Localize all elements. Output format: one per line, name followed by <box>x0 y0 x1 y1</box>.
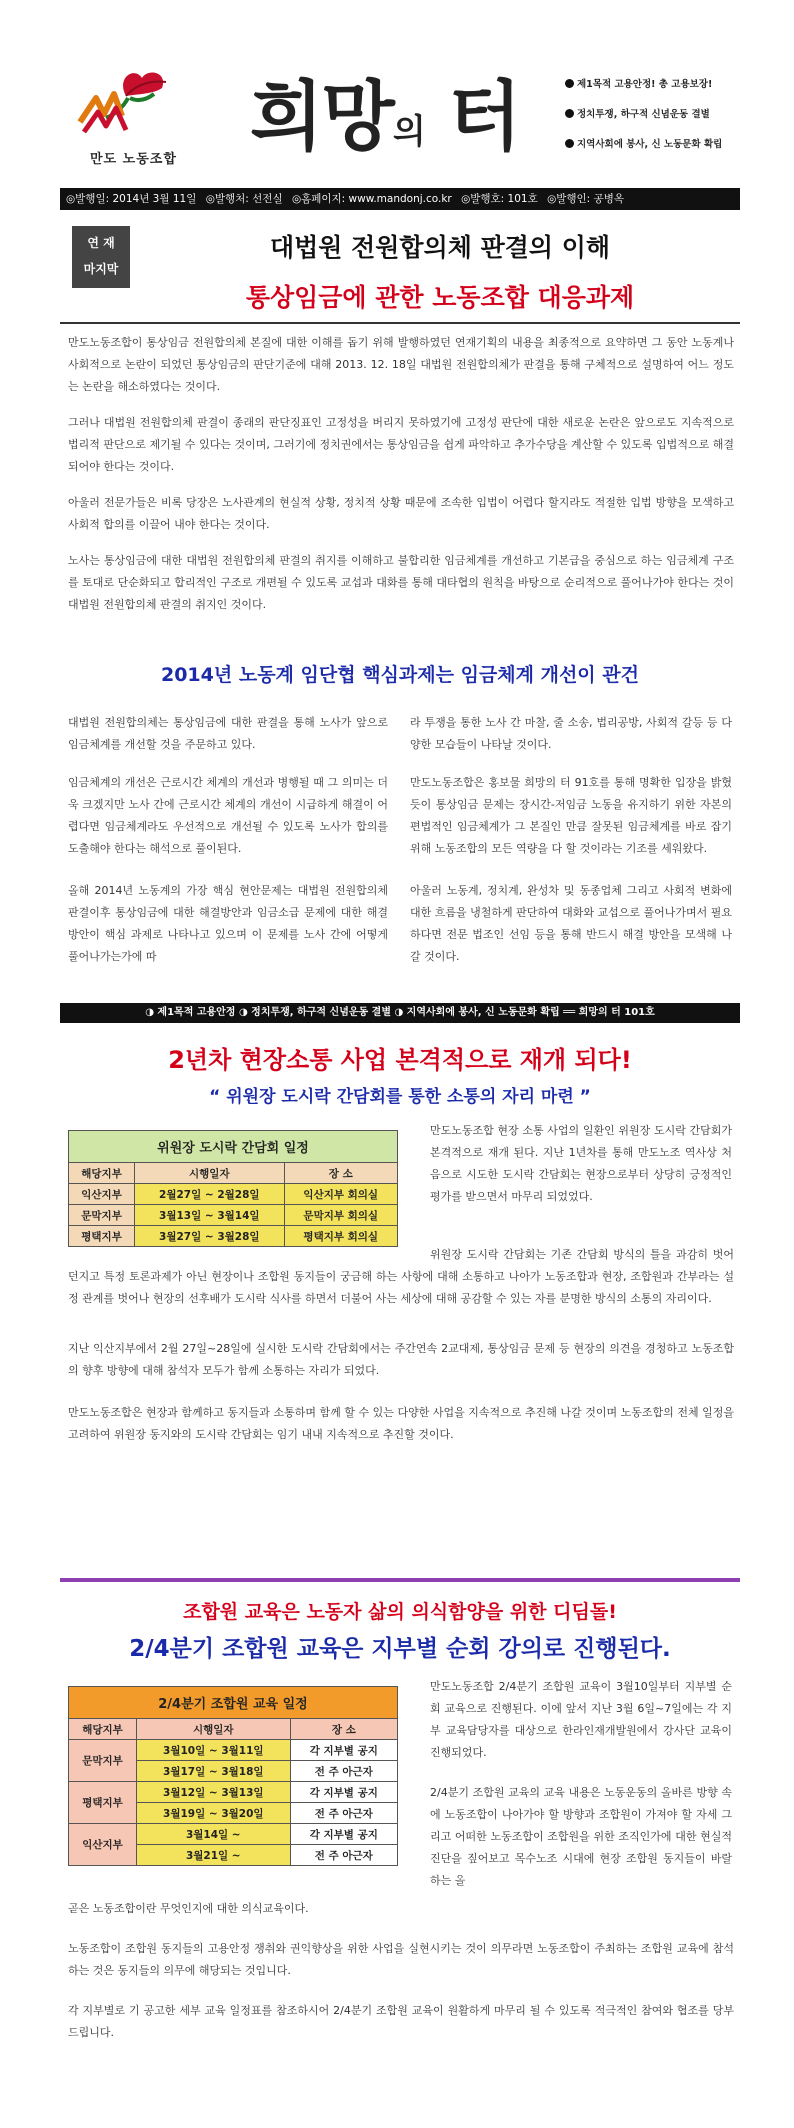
article-paragraph: 지난 익산지부에서 2월 27일~28일에 실시한 도시락 간담회에서는 주간연속 2교대제, 통상임금 문제 등 현장의 의견을 경청하고 노동조합의 향후 방향에 대해 참석자 모두가 함께 소통하는 자리가 되었다. <box>68 1342 734 1377</box>
column-paragraph: 임금체계의 개선은 근로시간 체계의 개선과 병행될 때 그 의미는 더욱 크겠지만 노사 간에 근로시간 체계의 개선이 시급하게 해결이 어렵다면 임금체계라도 우선적으로 개선될 수 있도록 노사가 합의를 도출해야 한다는 해석으로 풀이된다. <box>68 776 388 855</box>
column-paragraph: 만도노동조합은 홍보물 희망의 터 91호를 통해 명확한 입장을 밝혔듯이 통상임금 문제는 장시간-저임금 노동을 유지하기 위한 자본의 편법적인 임금체계가 그 본질인 만큼 잘못된 임금체계를 바로 잡기위해 노동조합의 모든 역량을 다 할 것이라는 기조를 세워왔다. <box>410 776 732 855</box>
slogan-list <box>565 70 745 160</box>
table-caption: 위원장 도시락 간담회 일정 <box>69 1131 398 1163</box>
issue-number: ◎발행호: 101호 <box>461 193 538 205</box>
column-paragraph: 대법원 전원합의체는 통상임금에 대한 판결을 통해 노사가 앞으로 임금체계를 개선할 것을 주문하고 있다. <box>68 716 388 751</box>
article-paragraph: 만도노동조합 2/4분기 조합원 교육이 3월10일부터 지부별 순회 교육으로 진행된다. 이에 앞서 지난 3월 6일~7일에는 각 지부 교육담당자를 대상으로 한라인재개발원에서 강사단 교육이 진행되었다. <box>430 1680 732 1759</box>
table-caption: 2/4분기 조합원 교육 일정 <box>69 1687 398 1719</box>
table-header: 시행일자 <box>136 1719 290 1740</box>
bullet-icon <box>565 139 574 148</box>
lead-paragraph: 노사는 통상임금에 대한 대법원 전원합의체 판결의 취지를 이해하고 불합리한 임금체계를 개선하고 기본급을 중심으로 하는 임금체계 구조를 토대로 단순화되고 합리적인 구조로 개편될 수 있도록 교섭과 대화를 통해 대타협의 원칙을 바탕으로 순리적으로 풀어나가야 한다는 것이 대법원 전원합의체 판결의 취지인 것이다. <box>68 554 734 611</box>
section-divider <box>60 1578 740 1582</box>
table-row: 3월21일 ~ 전 주 아근자 <box>69 1845 398 1866</box>
title-part-b: 의 <box>392 112 424 152</box>
publisher-office: ◎발행처: 선전실 <box>205 193 283 205</box>
lead-paragraph: 그러나 대법원 전원합의체 판결이 종래의 판단징표인 고정성을 버리지 못하였기에 고정성 판단에 대한 새로운 논란은 앞으로도 지속적으로 법리적 판단으로 제기될 수 있다는 것이며, 그러기에 정치권에서는 통상임금을 쉽게 파악하고 추가수당을 계산할 수 있도록 입법적으로 해결되어야 한다는 것이다. <box>68 416 734 473</box>
column-paragraph: 올해 2014년 노동계의 가장 핵심 현안문제는 대법원 전원합의체 판결이후 통상임금에 대한 해결방안과 임금소급 문제에 대한 해결 방안이 핵심 과제로 나타나고 있으며 이 문제를 노사 간에 어떻게 풀어나가는가에 따 <box>68 884 388 963</box>
table-row: 3월19일 ~ 3월20일 전 주 아근자 <box>69 1803 398 1824</box>
table-row: 익산지부 3월14일 ~ 각 지부별 공지 <box>69 1824 398 1845</box>
article-paragraph: 곧은 노동조합이란 무엇인지에 대한 의식교육이다. <box>68 1902 309 1915</box>
bullet-icon <box>565 109 574 118</box>
table-row: 문막지부 3월10일 ~ 3월11일 각 지부별 공지 <box>69 1740 398 1761</box>
slogan-item: 제1목적 고용안정! 총 고용보장! <box>565 70 745 100</box>
title-part-a: 희망 <box>250 72 393 161</box>
table-header: 해당지부 <box>69 1719 137 1740</box>
lead-title: 대법원 전원합의체 판결의 이해 <box>269 233 611 262</box>
section-heading: 2014년 노동계 임단협 핵심과제는 임금체계 개선이 관건 <box>160 664 639 686</box>
masthead <box>60 48 740 178</box>
article-paragraph: 만도노동조합 현장 소통 사업의 일환인 위원장 도시락 간담회가 본격적으로 재개 된다. 지난 1년차를 통해 만도노조 역사상 처음으로 시도한 도시락 간담회는 현장으로부터 상당히 긍정적인 평가를 받으면서 마무리 되었었다. <box>430 1124 732 1203</box>
lead-paragraph: 만도노동조합이 통상임금 전원합의체 본질에 대한 이해를 돕기 위해 발행하였던 연재기획의 내용을 최종적으로 요약하면 그 동안 노동계나 사회적으로 논란이 되었던 통상임금의 판단기준에 대해 2013. 12. 18일 대법원 전원합의체가 판결을 통해 구체적으로 설명하여 어느 정도는 논란을 해소하였다는 것이다. <box>68 336 734 393</box>
section-subheading: 2/4분기 조합원 교육은 지부별 순회 강의로 진행된다. <box>129 1636 671 1662</box>
education-schedule-table <box>68 1686 398 1866</box>
table-header: 장 소 <box>284 1163 397 1184</box>
divider <box>60 322 740 324</box>
union-logo-icon <box>76 58 186 138</box>
bullet-icon <box>565 79 574 88</box>
table-row: 3월17일 ~ 3월18일 전 주 아근자 <box>69 1761 398 1782</box>
table-header: 장 소 <box>290 1719 397 1740</box>
homepage-link[interactable]: ◎홈페이지: www.mandonj.co.kr <box>291 193 452 205</box>
org-name: 만도 노동조합 <box>90 152 177 167</box>
publisher-name: ◎발행인: 공병옥 <box>547 193 624 205</box>
section-heading: 2년차 현장소통 사업 본격적으로 재개 되다! <box>168 1046 632 1074</box>
lead-paragraph: 아울러 전문가들은 비록 당장은 노사관계의 현실적 상황, 정치적 상황 때문에 조속한 입법이 어렵다 할지라도 적절한 입법 방향을 모색하고 사회적 합의를 이끌어 내야 한다는 것이다. <box>68 496 734 531</box>
title-part-c: 터 <box>448 72 520 161</box>
column-paragraph: 라 투쟁을 통한 노사 간 마찰, 줄 소송, 법리공방, 사회적 갈등 등 다양한 모습들이 나타날 것이다. <box>410 716 732 751</box>
section-subheading: “ 위원장 도시락 간담회를 통한 소통의 자리 마련 ” <box>209 1087 591 1107</box>
article-paragraph: 만도노동조합은 현장과 함께하고 동지들과 소통하며 함께 할 수 있는 다양한 사업을 지속적으로 추진해 나갈 것이며 노동조합의 전체 일정을 고려하여 위원장 동지와의 도시락 간담회는 임기 내내 지속적으로 추진할 것이다. <box>68 1406 734 1441</box>
series-badge: 연 재 마지막 <box>72 226 130 288</box>
table-row: 평택지부 3월12일 ~ 3월13일 각 지부별 공지 <box>69 1782 398 1803</box>
table-row: 익산지부 2월27일 ~ 2월28일 익산지부 회의실 <box>69 1184 398 1205</box>
table-row: 평택지부 3월27일 ~ 3월28일 평택지부 회의실 <box>69 1226 398 1247</box>
publication-info-bar <box>60 188 740 210</box>
slogan-ticker: ◑ 제1목적 고용안정 ◑ 정치투쟁, 하구적 신념운동 결별 ◑ 지역사회에 봉사, 신 노동문화 확립 ══ 희망의 터 101호 <box>60 1003 740 1023</box>
article-paragraph: 각 지부별로 기 공고한 세부 교육 일정표를 참조하시어 2/4분기 조합원 교육이 원활하게 마무리 될 수 있도록 적극적인 참여와 협조를 당부 드립니다. <box>68 2004 734 2039</box>
newsletter-title <box>250 56 520 165</box>
article-paragraph: 2/4분기 조합원 교육의 교육 내용은 노동운동의 올바른 방향 속에 노동조합이 나아가야 할 방향과 조합원이 가져야 할 자세 그리고 어떠한 노동조합이 조합원을 위한 조직인가에 대한 현실적 진단을 짚어보고 목수노조 시대에 현장 조합원 동지들이 바랄 하는 올 <box>430 1786 732 1887</box>
slogan-item: 지역사회에 봉사, 신 노동문화 확립 <box>565 130 745 160</box>
publish-date: ◎발행일: 2014년 3월 11일 <box>66 193 197 205</box>
table-header: 시행일자 <box>135 1163 284 1184</box>
article-paragraph: 노동조합이 조합원 동지들의 고용안정 쟁취와 권익향상을 위한 사업을 실현시키는 것이 의무라면 노동조합이 주최하는 조합원 교육에 참석하는 것은 동지들의 의무에 해당되는 것입니다. <box>68 1942 734 1977</box>
lead-subtitle: 통상임금에 관한 노동조합 대응과제 <box>245 283 635 312</box>
article-paragraph: 위원장 도시락 간담회는 기존 간담회 방식의 틀을 과감히 벗어던지고 특정 토론과제가 아닌 현장이나 조합원 동지들이 궁금해 하는 사항에 대해 소통하고 나아가 노동조합과 현장, 조합원과 간부라는 설정 관계를 벗어나 현장의 선후배가 도시락 식사를 하면서 더불어 사는 세상에 대해 공감할 수 있는 자를 분명한 방식의 소통의 자리이다. <box>68 1248 734 1305</box>
lunch-meeting-schedule-table <box>68 1130 398 1247</box>
table-header: 해당지부 <box>69 1163 135 1184</box>
column-paragraph: 아울러 노동계, 정치계, 완성차 및 동종업체 그리고 사회적 변화에 대한 흐름을 냉철하게 판단하여 대화와 교섭으로 풀어나가며서 필요하다면 전문 법조인 선임 등을 통해 반드시 해결 방안을 모색해 나 갈 것이다. <box>410 884 733 963</box>
slogan-item: 정치투쟁, 하구적 신념운동 결별 <box>565 100 745 130</box>
section-heading: 조합원 교육은 노동자 삶의 의식함양을 위한 디딤돌! <box>183 1601 617 1623</box>
table-row: 문막지부 3월13일 ~ 3월14일 문막지부 회의실 <box>69 1205 398 1226</box>
